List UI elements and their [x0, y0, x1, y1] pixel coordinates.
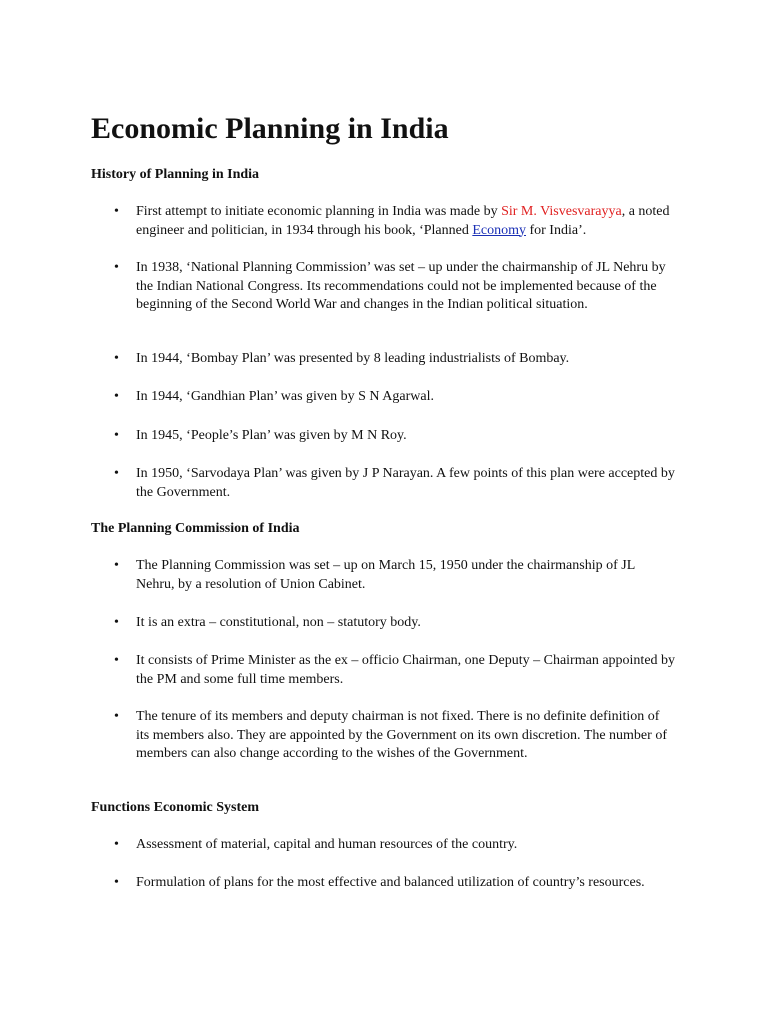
list-item [114, 874, 676, 893]
item-text: , a noted engineer and politician, in 1934 through his book, ‘Planned [136, 204, 670, 238]
item-text: First attempt to initiate economic planning in India was made by [136, 204, 502, 219]
item-text: In 1945, ‘People’s Plan’ was given by M N Roy. [136, 428, 407, 443]
bullet-icon: • [114, 558, 119, 573]
list-item [114, 836, 676, 855]
bullet-icon: • [114, 837, 119, 852]
bullet-icon: • [114, 466, 119, 481]
bullet-icon: • [114, 389, 119, 404]
item-text: In 1938, ‘National Planning Commission’ was set – up under the chairmanship of JL Nehru by the Indian National Congress. Its recommendations could not be implemented because of the beginning of the Second World War and changes in the Indian political situation. [136, 260, 666, 312]
bullet-icon: • [114, 875, 119, 890]
item-text: for India’. [525, 222, 587, 238]
item-text: Formulation of plans for the most effective and balanced utilization of country’s resources. [136, 875, 645, 890]
section-heading-functions: Functions Economic System [91, 800, 259, 815]
list-item [114, 203, 676, 240]
list-item [114, 350, 676, 369]
list-item [114, 465, 676, 502]
list-item [114, 427, 676, 446]
item-text: The tenure of its members and deputy chairman is not fixed. There is no definite definition of its members also. They are appointed by the Government on its own discretion. The number of members can also change according to the wishes of the Government. [136, 709, 667, 761]
list-item [114, 652, 676, 689]
list-item [114, 259, 676, 315]
item-text: In 1944, ‘Gandhian Plan’ was given by S N Agarwal. [136, 389, 434, 404]
list-item [114, 614, 676, 633]
item-text: It is an extra – constitutional, non – statutory body. [136, 615, 421, 630]
section-heading-history: History of Planning in India [91, 167, 260, 182]
bullet-icon: • [114, 260, 119, 275]
page-title: Economic Planning in India [91, 112, 449, 145]
item-text: It consists of Prime Minister as the ex – officio Chairman, one Deputy – Chairman appointed by the PM and some full time members. [136, 653, 676, 687]
person-name: Sir M. Visvesvarayya [501, 204, 622, 219]
section-heading-planning-commission: The Planning Commission of India [91, 521, 300, 536]
bullet-icon: • [114, 615, 119, 630]
item-text: The Planning Commission was set – up on March 15, 1950 under the chairmanship of JL Nehru, by a resolution of Union Cabinet. [136, 558, 635, 592]
list-item [114, 708, 676, 764]
item-text: In 1950, ‘Sarvodaya Plan’ was given by J P Narayan. A few points of this plan were accepted by the Government. [136, 466, 675, 500]
bullet-icon: • [114, 428, 119, 443]
list-item [114, 557, 676, 594]
bullet-icon: • [114, 709, 119, 724]
economy-link[interactable]: Economy [472, 222, 526, 238]
item-text: Assessment of material, capital and human resources of the country. [136, 837, 518, 852]
list-item [114, 388, 676, 407]
bullet-icon: • [114, 204, 119, 219]
bullet-icon: • [114, 351, 119, 366]
item-text: In 1944, ‘Bombay Plan’ was presented by 8 leading industrialists of Bombay. [136, 351, 570, 366]
bullet-icon: • [114, 653, 119, 668]
